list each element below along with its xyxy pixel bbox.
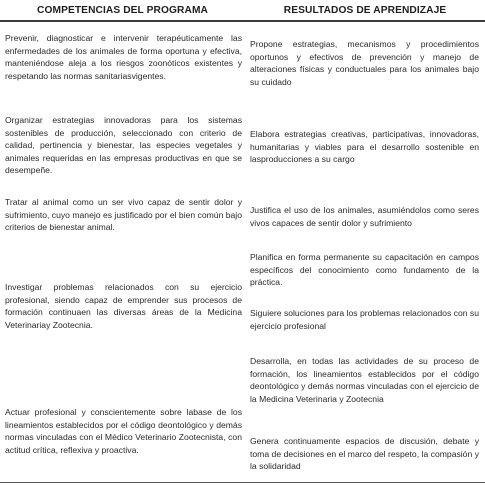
- resultado-4-1: Planifica en forma permanente su capacitación en campos específicos del conocimiento como fundamento de la práctica.: [250, 252, 479, 287]
- bottom-rule: [0, 482, 485, 483]
- resultado-2-1: Elabora estrategias creativas, participativas, innovadoras, humanitarias y viables para el desarrollo sostenible en lasproducciones a su cargo: [250, 129, 479, 164]
- resultado-5-1: Desarrolla, en todas las actividades de su proceso de formación, los lineamientos establecidos por el código deontológico y demás normas vinculadas con el ejercicio de la Medicina Veterinaria y Zootecnia: [250, 356, 479, 404]
- header-competencias: COMPETENCIAS DEL PROGRAMA: [37, 4, 208, 16]
- competencia-1: Prevenir, diagnosticar e intervenir terapéuticamente las enfermedades de los animales de forma oportuna y efectiva, manteniéndose aleja a los riesgos zoonóticos existentes y respetando las normas sanitariasvigentes.: [5, 33, 242, 81]
- resultado-1-1: Propone estrategias, mecanismos y procedimientos oportunos y efectivos de prevención y manejo de alteraciones físicas y conductuales para los animales bajo su cuidado: [250, 39, 479, 87]
- header-rule: [0, 20, 485, 22]
- header-resultados: RESULTADOS DE APRENDIZAJE: [283, 4, 447, 16]
- resultado-3-1: Justifica el uso de los animales, asumiéndolos como seres vivos capaces de sentir dolor y sufrimiento: [250, 205, 479, 228]
- competencia-5: Actuar profesional y conscientemente sobre labase de los lineamientos establecidos por el código deontológico y demás normas vinculadas con el Médico Veterinario Zootecnista, con actitud crítica, reflexiva y proactiva.: [5, 407, 242, 455]
- competencia-2: Organizar estrategias innovadoras para los sistemas sostenibles de producción, seleccionado con criterio de calidad, pertinencia y bienestar, las especies vegetales y animales requeridas en las empresas productivas en que se desempeñe.: [5, 115, 242, 175]
- competencia-3: Tratar al animal como un ser vivo capaz de sentir dolor y sufrimiento, cuyo manejo es justificado por el bien común bajo criterios de bienestar animal.: [5, 197, 242, 232]
- resultado-5-2: Genera continuamente espacios de discusión, debate y toma de decisiones en el marco del respeto, la compasión y la solidaridad: [250, 436, 479, 471]
- competencia-4: Investigar problemas relacionados con su ejercicio profesional, siendo capaz de emprender sus procesos de formación continuaen las diversas áreas de la Medicina Veterinariay Zootecnia.: [5, 282, 242, 330]
- resultado-4-2: Siguiere soluciones para los problemas relacionados con su ejercicio profesional: [250, 308, 479, 331]
